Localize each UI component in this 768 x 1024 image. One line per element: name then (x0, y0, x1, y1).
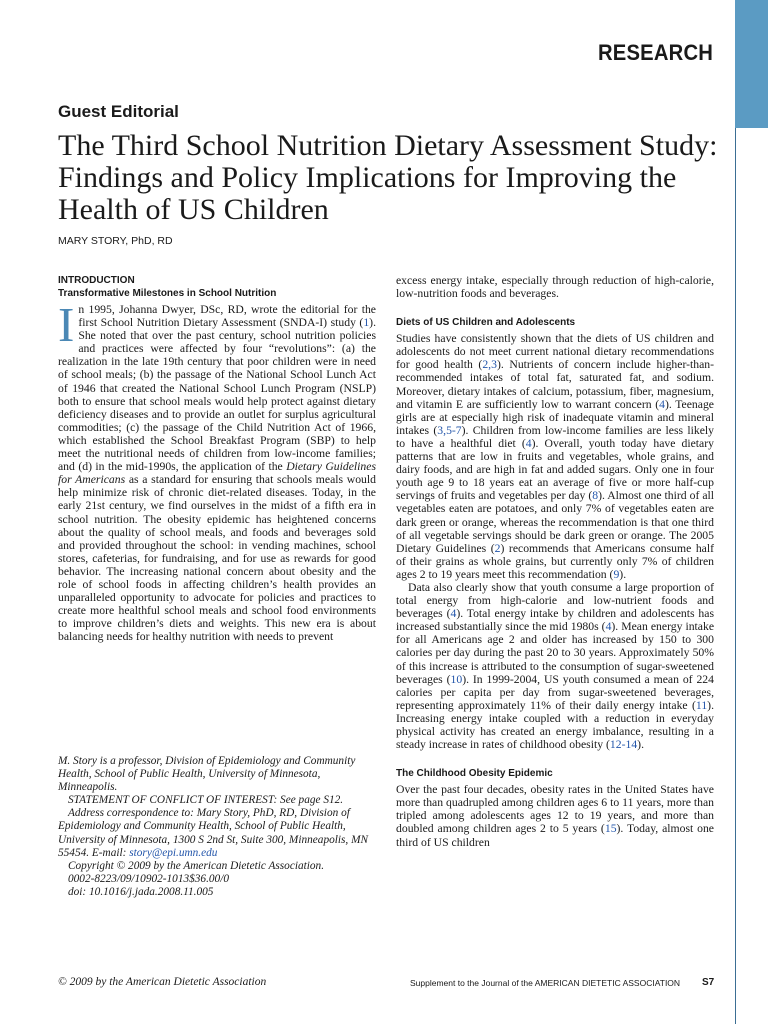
footnote-address-text: Address correspondence to: Mary Story, PhD, RD, Division of Epidemiology and Community Health, School of Public Health, University of Minnesota, 1300 S 2nd St, Suite 300, Minneapolis, MN 55454. E-mail: (58, 807, 369, 859)
drop-cap: I (58, 297, 75, 352)
intro-text-b: ). She noted that over the past century, school nutrition policies and practices were affected by four “revolutions”: (a) the realization in the late 19th century that poor children were in need of school meals; (b) the passage of the National School Lunch Act of 1946 that created the National School Lunch Program (NSLP) both to ensure that school meals would help protect against dietary deficiency diseases and to provide an outlet for surplus agricultural commodities; (c) the passage of the Child Nutrition Act of 1966, which established the School Breakfast Program (SBP) to help meet the nutritional needs of children from low-income families; and (d) in the mid-1990s, the application of the (58, 316, 376, 474)
footnote-issn: 0002-8223/09/10902-1013$36.00/0 (68, 872, 229, 885)
text-segment: ). In 1999-2004, US youth consumed a mean of 224 calories per capita per day from sugar-sweetened beverages, representing approximately 11% of their daily energy intake ( (396, 672, 714, 712)
text-segment: ). Total energy intake by children and adolescents has increased substantially since the mid 1980s ( (396, 607, 714, 634)
obesity-paragraph (396, 783, 714, 848)
citation-link[interactable]: 4 (450, 607, 457, 621)
citation-link[interactable]: 10 (450, 672, 463, 686)
text-segment: Over the past four decades, obesity rates in the United States have more than quadrupled among children ages 6 to 11 years, more than tripled among adolescents ages 12 to 19 years, and more than doubled among children ages 2 to 5 years ( (396, 783, 714, 836)
page-number: S7 (702, 977, 715, 988)
footnote-address (58, 807, 376, 859)
footnote-copyright: Copyright © 2009 by the American Dietetic Association. (68, 859, 325, 872)
email-link[interactable]: story@epi.umn.edu (129, 846, 218, 859)
text-segment: ) recommends that Americans consume half of their grains as whole grains, but currently only 7% of children ages 2 to 19 years meet this recommendation ( (396, 541, 714, 581)
diets-paragraph-1 (396, 332, 714, 581)
citation-link[interactable]: 4 (525, 436, 532, 450)
intro-text-c: as a standard for ensuring that schools meals would help minimize risk of chronic diet-related diseases. Today, in the early 21st century, we find ourselves in the midst of a fifth era in school nutrition. The obesity epidemic has heightened concerns about the quality of school meals, and foods and beverages sold and provided throughout the school: in vending machines, school stores, cafeterias, for fundraising, and for use as rewards for good behavior. The increasing national concern about obesity and the role of school foods in affecting children’s health provides an unparalleled opportunity to advocate for policies and practices to create more healthful school meals and school food environments to improve children’s diets and weights. This new era is about balancing needs for healthy nutrition with needs to prevent (58, 473, 376, 644)
citation-link[interactable]: 4 (659, 397, 665, 411)
text-segment: ). Today, almost one third of US children (396, 822, 714, 849)
continued-paragraph: excess energy intake, especially through reduction of high-calorie, low-nutrition foods and beverages. (396, 274, 714, 301)
article-author: MARY STORY, PhD, RD (58, 235, 173, 247)
footnote-doi: doi: 10.1016/j.jada.2008.11.005 (68, 885, 214, 898)
diets-paragraph-2 (396, 581, 714, 751)
author-footnote (58, 755, 376, 899)
section-color-tab (735, 0, 768, 128)
heading-obesity: The Childhood Obesity Epidemic (396, 768, 553, 780)
intro-italic: Dietary Guidelines for Americans (58, 460, 376, 487)
citation-link[interactable]: 3,5-7 (437, 423, 462, 437)
text-segment: ). Increasing energy intake coupled with a reduction in everyday physical activity has created an energy imbalance, resulting in a steady increase in rates of childhood obesity ( (396, 698, 714, 752)
citation-link[interactable]: 12-14 (609, 738, 638, 752)
article-kicker: Guest Editorial (58, 102, 179, 121)
left-column (58, 274, 376, 643)
margin-rule (735, 128, 768, 1024)
citation-link[interactable]: 9 (613, 567, 620, 581)
footnote-affiliation: M. Story is a professor, Division of Epidemiology and Community Health, School of Public Health, University of Minnesota, Minneapolis. (58, 755, 356, 794)
heading-diets: Diets of US Children and Adolescents (396, 317, 576, 329)
text-segment: ). (619, 567, 627, 581)
intro-paragraph (58, 297, 376, 644)
text-segment: ). Children from low-income families are less likely to have a healthful diet ( (396, 423, 714, 450)
citation-link[interactable]: 8 (592, 489, 599, 503)
text-segment: Studies have consistently shown that the diets of US children and adolescents do not meet current national dietary recommendations for good health ( (396, 332, 714, 372)
citation-link[interactable]: 2,3 (482, 358, 497, 372)
text-segment: ). Nutrients of concern include higher-than-recommended intakes of total fat, saturated fat, and sodium. Moreover, dietary intakes of calcium, potassium, fiber, magnesium, and vitamin E are sufficiently low to warrant concern ( (396, 358, 715, 411)
section-label: RESEARCH (597, 40, 713, 65)
text-segment: Data also clearly show that youth consume a large proportion of total energy from high-calorie and low-nutrient foods and beverages ( (396, 580, 714, 621)
heading-introduction: INTRODUCTION (58, 275, 135, 286)
heading-milestones: Transformative Milestones in School Nutrition (58, 288, 277, 299)
intro-text-a: n 1995, Johanna Dwyer, DSc, RD, wrote the editorial for the first School Nutrition Dietary Assessment (SNDA-I) study ( (78, 303, 376, 330)
article-title: The Third School Nutrition Dietary Assessment Study: Findings and Policy Implications for Improving the Health of US Children (58, 129, 718, 226)
citation-link[interactable]: 4 (605, 620, 612, 634)
text-segment: ). Overall, youth today have dietary patterns that are low in fruits and vegetables, whole grains, and dairy foods, and are high in fat and added sugars. Only one in four youth age 9 to 18 years eat an average of five or more half-cup servings of fruits and vegetables per day ( (396, 436, 714, 503)
footer-journal: Supplement to the Journal of the AMERICAN DIETETIC ASSOCIATION (410, 978, 681, 988)
citation-link[interactable]: 15 (604, 822, 617, 836)
footer-copyright: © 2009 by the American Dietetic Association (58, 976, 267, 988)
text-segment: ). Almost one third of all vegetables eaten are potatoes, and only 7% of vegetables eaten are dark green or orange, whereas the recommendation is that one third of all vegetable servings should be dark green or orange. The 2005 Dietary Guidelines ( (396, 489, 715, 555)
citation-link[interactable]: 11 (695, 698, 708, 712)
footnote-conflict: STATEMENT OF CONFLICT OF INTEREST: See page S12. (68, 794, 344, 807)
citation-link[interactable]: 1 (363, 316, 370, 330)
text-segment: ). (637, 738, 644, 752)
text-segment: ). Mean energy intake for all Americans age 2 and older has increased by 150 to 300 calories per day during the past 20 to 30 years. Approximately 50% of this increase is attributed to the consumption of sugar-sweetened beverages ( (396, 620, 715, 686)
right-column (396, 274, 714, 849)
citation-link[interactable]: 2 (494, 541, 501, 555)
text-segment: ). Teenage girls are at especially high risk of inadequate vitamin and mineral intakes ( (396, 397, 714, 437)
